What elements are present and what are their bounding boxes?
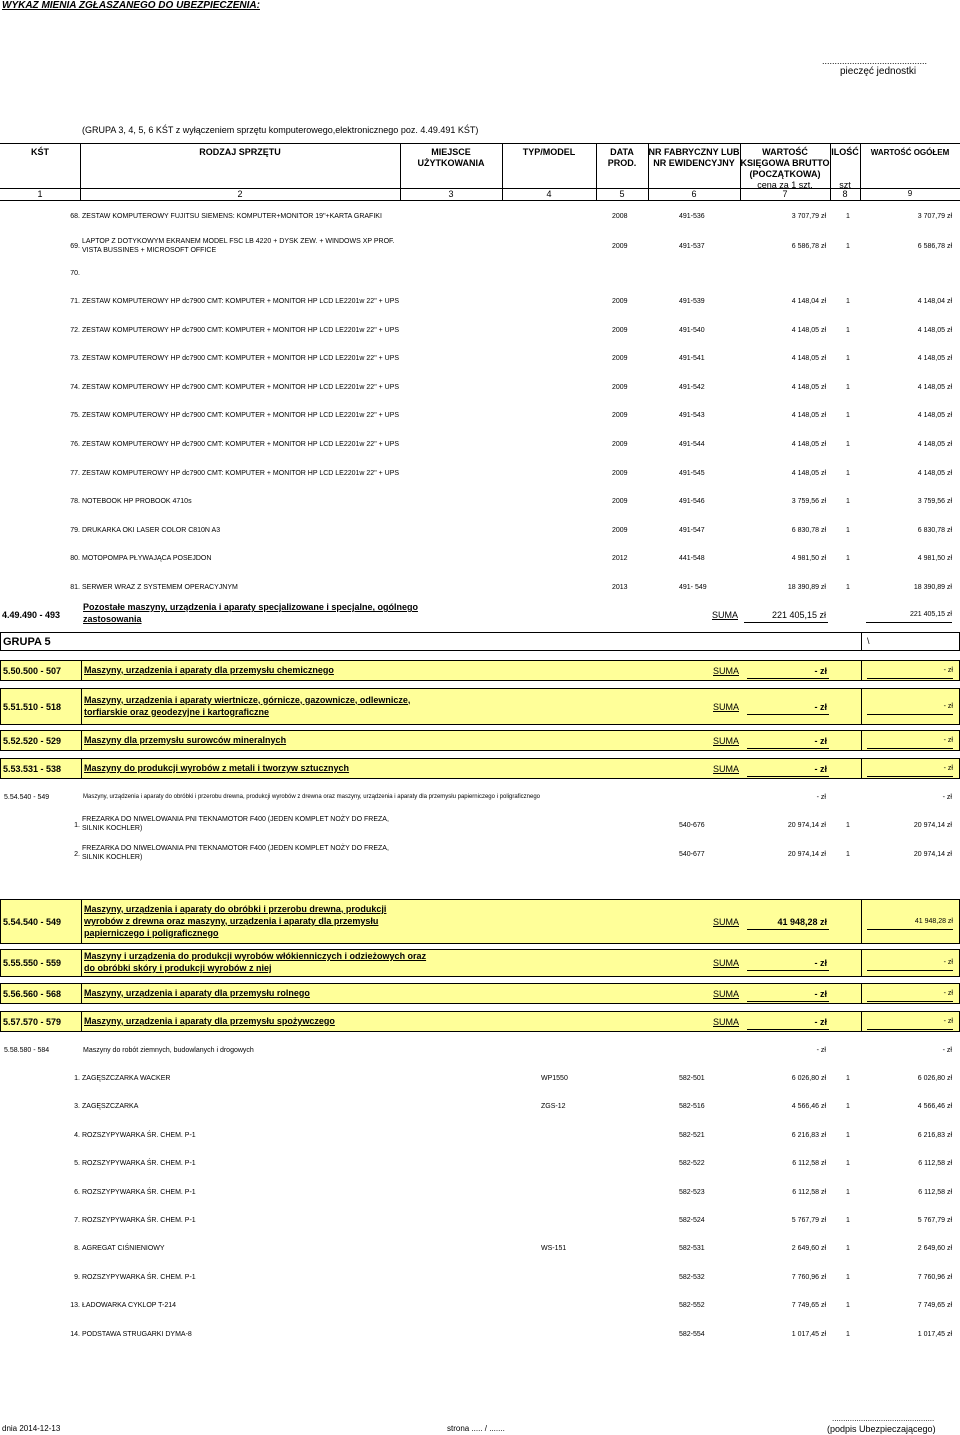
sum-label: SUMA	[713, 701, 740, 712]
sum-total: - zł	[943, 959, 953, 966]
sum-value: - zł	[814, 763, 827, 774]
sum-title-1: Pozostałe maszyny, urządzenia i aparaty specjalizowane i specjalne, ogólnego	[83, 602, 418, 612]
category-title: wyrobów z drewna oraz maszyny, urządzenia i aparaty dla przemysłu	[84, 915, 379, 926]
footer-page: strona ..... / .......	[447, 1424, 505, 1433]
footer-sign-dots: ..............................................	[832, 1414, 935, 1423]
col-model: TYP/MODEL	[522, 147, 576, 157]
category-code: 5.56.560 - 568	[3, 988, 62, 999]
sum-label: SUMA	[713, 988, 740, 999]
footer-sign: (podpis Ubezpieczającego)	[827, 1424, 936, 1434]
sum-label: SUMA	[713, 1016, 740, 1027]
sum-449-row	[0, 601, 960, 628]
category-sum-row	[0, 1011, 960, 1032]
col-total: WARTOŚĆ OGÓŁEM	[870, 148, 950, 157]
sum-total: 221 405,15 zł	[909, 611, 952, 618]
group-label: GRUPA 5	[3, 636, 51, 648]
col-serial-2: NR EWIDENCYJNY	[653, 158, 735, 168]
group-note: (GRUPA 3, 4, 5, 6 KŚT z wyłączeniem sprzętu komputerowego,elektronicznego poz. 4.49.491 KŚT)	[82, 125, 479, 135]
sum-label: SUMA	[713, 763, 740, 774]
group-5-header: GRUPA 5 \	[0, 632, 960, 651]
sum-value: - zł	[814, 735, 827, 746]
sum-label: SUMA	[712, 610, 739, 620]
category-sum-row	[0, 758, 960, 779]
sum-label: SUMA	[713, 665, 740, 676]
category-sum-row	[0, 660, 960, 681]
category-title: Maszyny i urządzenia do produkcji wyrobów włókienniczych i odzieżowych oraz	[84, 951, 427, 961]
sum-total: - zł	[943, 736, 953, 744]
sum-label: SUMA	[713, 958, 740, 968]
category-code: 5.52.520 - 529	[3, 735, 62, 746]
col-serial-1: NR FABRYCZNY LUB	[648, 147, 740, 157]
stamp-label: pieczęć jednostki	[840, 66, 917, 77]
footer-date: dnia 2014-12-13	[2, 1424, 61, 1433]
col-date-1: DATA	[610, 147, 634, 157]
category-code: 5.55.550 - 559	[3, 958, 62, 968]
col-value-4: cena za 1 szt.	[757, 180, 813, 190]
sum-value: - zł	[814, 665, 827, 676]
sum-label: SUMA	[713, 916, 740, 927]
category-title: Maszyny do produkcji wyrobów z metali i tworzyw sztucznych	[84, 762, 350, 773]
sum-value: 41 948,28 zł	[777, 916, 827, 927]
sum-value: 221 405,15 zł	[771, 610, 826, 620]
sum-label: SUMA	[713, 735, 740, 746]
category-sum-row	[0, 688, 960, 725]
col-date-2: PROD.	[607, 158, 637, 168]
col-type: RODZAJ SPRZĘTU	[199, 147, 281, 157]
category-sum-row	[0, 899, 960, 944]
category-sum-row	[0, 949, 960, 977]
category-code: 5.57.570 - 579	[3, 1016, 62, 1027]
col-place-2: UŻYTKOWANIA	[417, 158, 485, 168]
sum-total: 41 948,28 zł	[914, 917, 953, 925]
category-title: do obróbki skóry i produkcji wyrobów z niej	[84, 963, 272, 973]
category-title: Maszyny, urządzenia i aparaty dla przemysłu chemicznego	[84, 664, 334, 675]
col-value-2: KSIĘGOWA BRUTTO	[740, 158, 830, 168]
sum-value: - zł	[814, 988, 827, 999]
category-code: 5.53.531 - 538	[3, 763, 62, 774]
category-title: Maszyny, urządzenia i aparaty dla przemysłu rolnego	[84, 987, 310, 998]
col-qty-unit: szt	[839, 180, 851, 190]
col-place-1: MIEJSCE	[431, 147, 471, 157]
category-title: papierniczego i poligraficznego	[84, 927, 219, 938]
category-title: Maszyny, urządzenia i aparaty wiertnicze, górnicze, gazownicze, odlewnicze,	[84, 694, 411, 705]
category-code: 5.50.500 - 507	[3, 665, 62, 676]
sum-total: - zł	[943, 702, 953, 710]
page-title: WYKAZ MIENIA ZGŁASZANEGO DO UBEZPIECZENIA:	[2, 0, 260, 11]
sum-value: - zł	[814, 701, 827, 712]
category-code: 5.51.510 - 518	[3, 701, 62, 712]
category-title: Maszyny dla przemysłu surowców mineralnych	[84, 734, 287, 745]
column-numbers: 1 2 3 4 5 6 7 8 9	[37, 189, 913, 199]
category-code: 5.54.540 - 549	[3, 916, 62, 927]
col-kst: KŚT	[31, 147, 49, 157]
col-value-1: WARTOŚĆ	[762, 147, 808, 157]
col-value-3: (POCZĄTKOWA)	[749, 169, 821, 179]
category-title: Maszyny, urządzenia i aparaty do obróbki i przerobu drewna, produkcji	[84, 903, 387, 914]
sum-code: 4.49.490 - 493	[2, 610, 61, 620]
category-sum-row	[0, 983, 960, 1004]
sum-value: - zł	[814, 958, 827, 968]
sum-total: - zł	[943, 1017, 953, 1025]
sum-total: - zł	[943, 666, 953, 674]
sum-value: - zł	[814, 1016, 827, 1027]
category-sum-row	[0, 730, 960, 751]
sum-title-2: zastosowania	[83, 614, 142, 624]
col-qty: ILOŚĆ	[831, 147, 859, 157]
sum-total: - zł	[943, 989, 953, 997]
category-title: Maszyny, urządzenia i aparaty dla przemysłu spożywczego	[84, 1015, 335, 1026]
stamp-dots: ..........................................	[822, 56, 928, 66]
sum-total: - zł	[943, 764, 953, 772]
category-title: torfiarskie oraz geodezyjne i kartograficzne	[84, 706, 270, 717]
